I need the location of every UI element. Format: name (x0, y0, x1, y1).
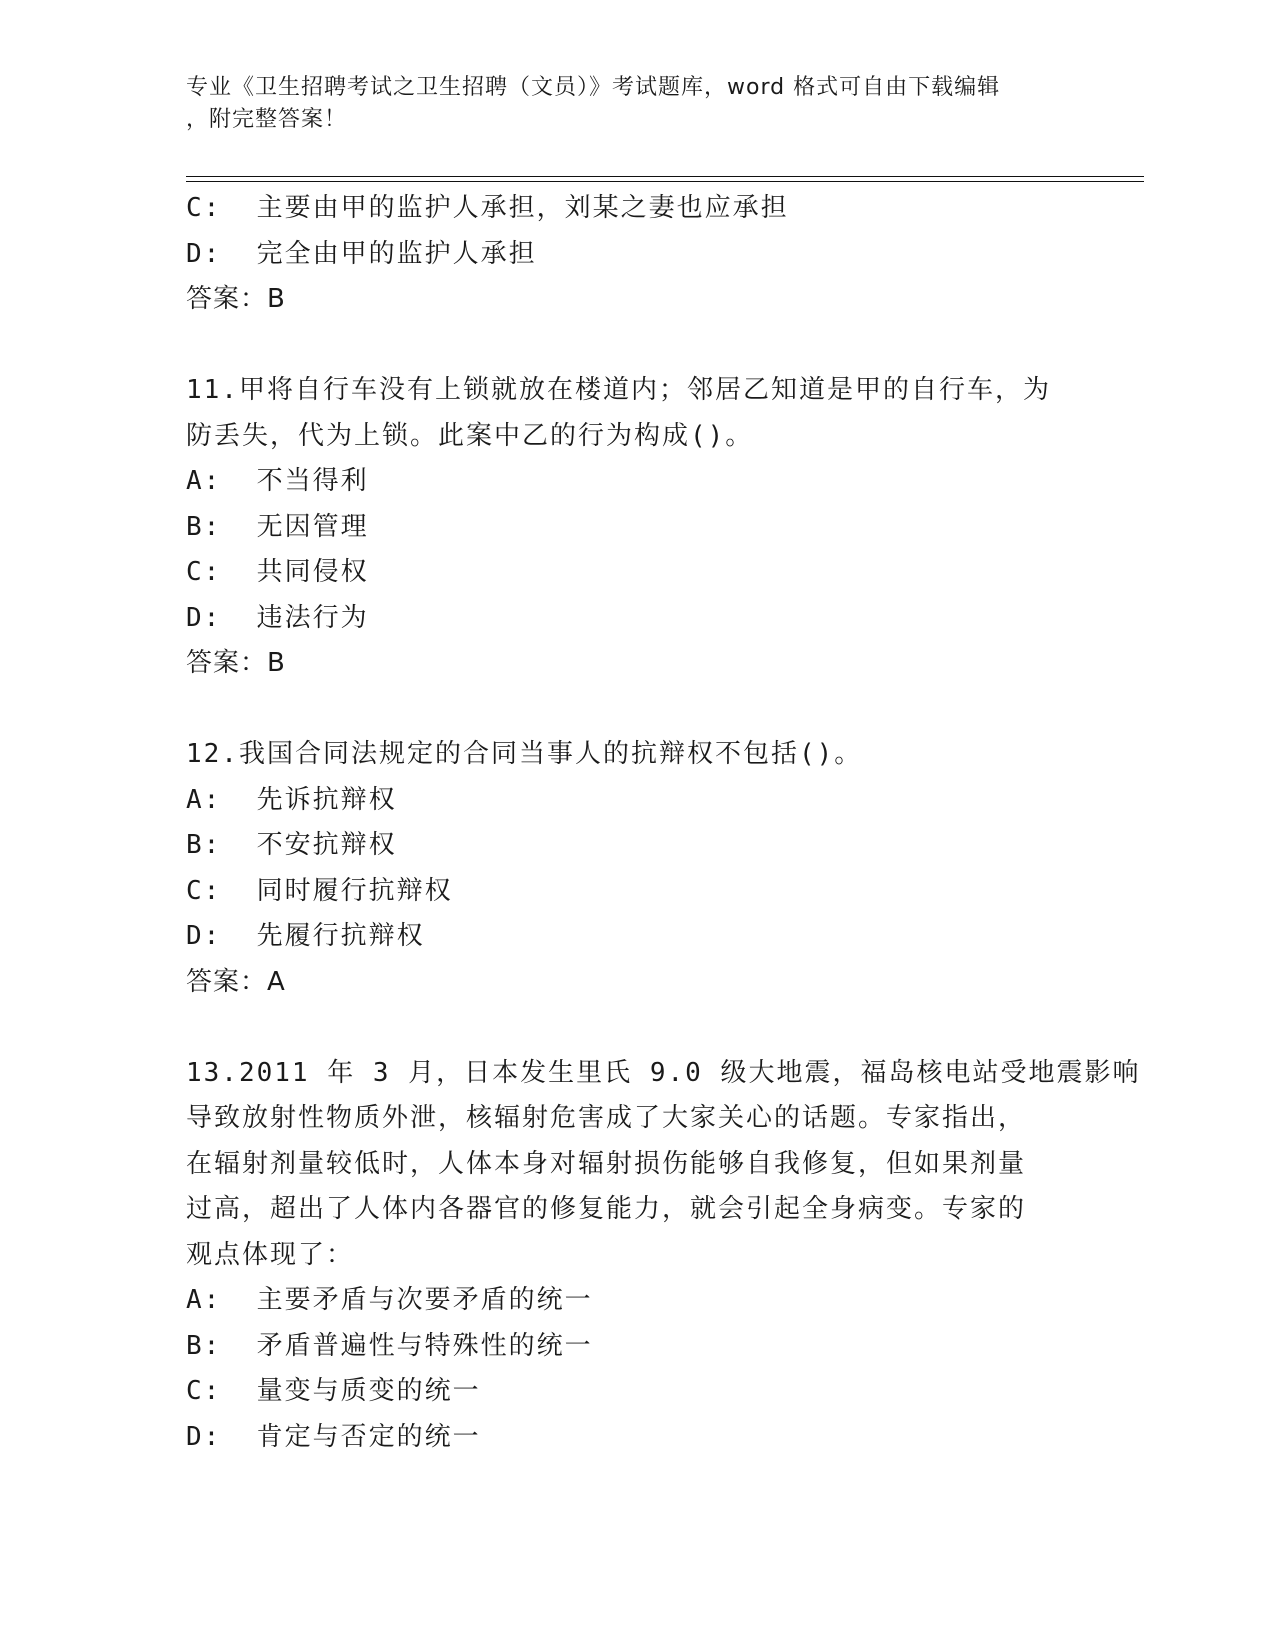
option-a: A: 主要矛盾与次要矛盾的统一 (186, 1285, 593, 1315)
previous-question (186, 186, 1086, 323)
option-a: A: 先诉抗辩权 (186, 784, 397, 815)
header-line-2: ，附完整答案！ (186, 107, 348, 132)
option-a: A: 不当得利 (186, 466, 369, 496)
answer-line: 答案：B (186, 648, 286, 678)
question-13 (186, 1051, 1141, 1461)
question-stem: 12.我国合同法规定的合同当事人的抗辩权不包括()。 (186, 739, 863, 769)
document-header (186, 72, 1086, 136)
question-12 (186, 732, 1086, 1005)
option-d: D: 先履行抗辩权 (186, 921, 425, 951)
option-c: C: 量变与质变的统一 (186, 1376, 481, 1406)
spacer (186, 323, 1086, 369)
spacer (186, 1005, 1086, 1051)
header-divider-top (186, 176, 1144, 177)
option-c: C: 同时履行抗辩权 (186, 875, 453, 906)
header-divider-bottom (186, 181, 1144, 182)
header-line-1: 专业《卫生招聘考试之卫生招聘（文员）》考试题库，word 格式可自由下载编辑 (186, 75, 1001, 100)
spacer (186, 687, 1086, 733)
option-c: C: 主要由甲的监护人承担，刘某之妻也应承担 (186, 193, 789, 223)
question-stem: 防丢失，代为上锁。此案中乙的行为构成()。 (186, 420, 754, 451)
question-list (186, 186, 1141, 1460)
question-stem: 观点体现了： (186, 1239, 355, 1270)
option-d: D: 肯定与否定的统一 (186, 1421, 481, 1452)
question-stem: 13.2011 年 3 月，日本发生里氏 9.0 级大地震，福岛核电站受地震影响 (186, 1057, 1141, 1088)
option-d: D: 完全由甲的监护人承担 (186, 238, 537, 269)
option-c: C: 共同侵权 (186, 557, 369, 587)
question-stem: 在辐射剂量较低时，人体本身对辐射损伤能够自我修复，但如果剂量 (186, 1148, 1027, 1179)
answer-line: 答案：A (186, 966, 286, 997)
option-d: D: 违法行为 (186, 602, 369, 633)
answer-line: 答案：B (186, 284, 286, 314)
question-stem: 过高，超出了人体内各器官的修复能力，就会引起全身病变。专家的 (186, 1194, 1027, 1224)
option-b: B: 不安抗辩权 (186, 830, 397, 860)
option-b: B: 矛盾普遍性与特殊性的统一 (186, 1330, 593, 1361)
option-b: B: 无因管理 (186, 511, 369, 542)
question-stem: 导致放射性物质外泄，核辐射危害成了大家关心的话题。专家指出， (186, 1103, 1027, 1133)
question-stem: 11.甲将自行车没有上锁就放在楼道内；邻居乙知道是甲的自行车，为 (186, 375, 1051, 405)
question-11 (186, 368, 1086, 687)
